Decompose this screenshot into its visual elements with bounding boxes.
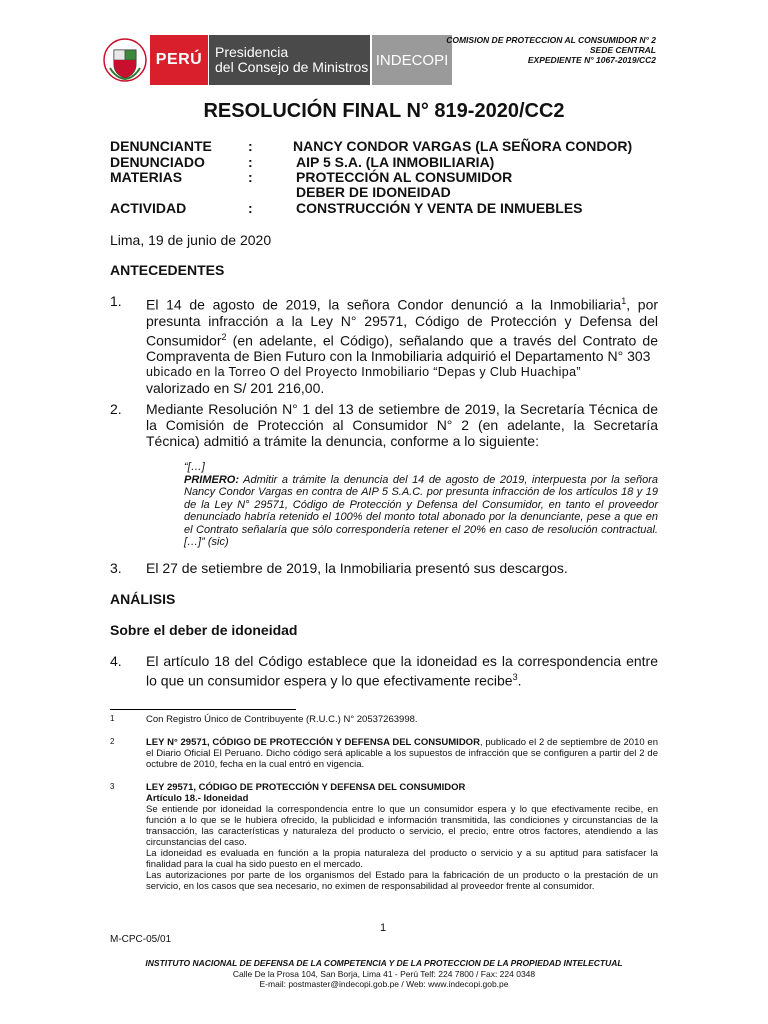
footnote-ref-2: 2 [221, 331, 227, 342]
paragraph-number: 3. [110, 560, 122, 576]
colon: : [248, 154, 253, 170]
footnote-3 [146, 782, 658, 892]
paragraph-4 [146, 653, 658, 689]
footnote-3-paragraph: La idoneidad es evaluada en función a la propia naturaleza del producto o servicio y a su aptitud para satisfacer la finalidad para la cual ha sido puesto en el mercado. [146, 848, 658, 870]
footnote-3-law: LEY 29571, CÓDIGO DE PROTECCIÓN Y DEFENSA DEL CONSUMIDOR [146, 782, 466, 793]
footer-address: Calle De la Prosa 104, San Borja, Lima 41 - Perú Telf: 224 7800 / Fax: 224 0348 [232, 968, 536, 979]
pcm-line2: del Consejo de Ministros [215, 59, 369, 75]
colon: : [248, 169, 253, 185]
footnote-1: Con Registro Único de Contribuyente (R.U.C.) N° 20537263998. [146, 714, 418, 725]
footer-institution: INSTITUTO NACIONAL DE DEFENSA DE LA COMPETENCIA Y DE LA PROTECCION DE LA PROPIEDAD INTELECTUAL [145, 958, 623, 968]
footnote-ref-3: 3 [512, 672, 518, 682]
footnote-2-law: LEY N° 29571, CÓDIGO DE PROTECCIÓN Y DEFENSA DEL CONSUMIDOR [146, 737, 480, 748]
colon: : [248, 200, 253, 216]
denunciado-label: DENUNCIADO [110, 154, 205, 170]
antecedentes-heading: ANTECEDENTES [110, 262, 225, 278]
pcm-line1: Presidencia [215, 44, 289, 60]
paragraph-number: 1. [110, 293, 122, 309]
footnote-divider [110, 709, 296, 710]
paragraph-number: 4. [110, 653, 122, 669]
case-header [446, 35, 656, 65]
footnote-3-paragraph: Las autorizaciones por parte de los organismos del Estado para la fabricación de un producto o la prestación de un servicio, en los casos que sea necesario, no eximen de responsabilidad al proveedor frente al consumidor. [146, 870, 658, 892]
quote-bold-label: PRIMERO: [184, 473, 239, 486]
paragraph-3: El 27 de setiembre de 2019, la Inmobiliaria presentó sus descargos. [146, 560, 568, 576]
denunciado-value: AIP 5 S.A. (LA INMOBILIARIA) [296, 154, 495, 170]
commission-name: COMISION DE PROTECCION AL CONSUMIDOR N° 2 [446, 35, 656, 45]
quote-text: Admitir a trámite la denuncia del 14 de agosto de 2019, interpuesta por la señora Nancy Condor Vargas en contra de AIP 5 S.A.C. por presunta infracción de los artículos 18 y 19 de la Ley N° 29571, Código de Protección y Defensa del Consumidor, en tanto el proveedor denunciado habría retenido el 100% del monto total abonado por la denunciante, pese a que en el Contrato señalaría que sólo correspondería retener el 20% en caso de resolución contractual. […]” (sic) [184, 473, 658, 548]
idoneidad-heading: Sobre el deber de idoneidad [110, 622, 298, 638]
form-code: M-CPC-05/01 [110, 934, 172, 945]
materias-value-2: DEBER DE IDONEIDAD [296, 184, 451, 200]
office-name: SEDE CENTRAL [589, 45, 656, 55]
case-number: EXPEDIENTE N° 1067-2019/CC2 [527, 55, 656, 65]
footnote-number: 2 [110, 737, 115, 746]
coat-of-arms-icon [100, 35, 150, 85]
quoted-resolution [184, 461, 658, 549]
footnote-ref-1: 1 [621, 296, 627, 306]
paragraph-1-value: valorizado en S/ 201 216,00. [146, 380, 325, 397]
page-footer [0, 958, 768, 990]
analisis-heading: ANÁLISIS [110, 591, 176, 607]
footnote-3-article: Artículo 18.- Idoneidad [146, 793, 249, 804]
footnote-number: 3 [110, 782, 115, 791]
paragraph-1 [146, 293, 658, 396]
footnote-number: 1 [110, 714, 115, 723]
footnote-2 [146, 737, 658, 770]
indecopi-label: INDECOPI [372, 35, 452, 85]
paragraph-1-text: (en adelante, el Código), señalando que a través del Contrato de Compraventa de Bien Futuro con la Inmobiliaria adquirió el Departamento N° 303 [146, 332, 658, 365]
actividad-label: ACTIVIDAD [110, 200, 187, 216]
paragraph-1-location: ubicado en la Torreo O del Proyecto Inmobiliario “Depas y Club Huachipa” [146, 365, 581, 380]
actividad-value: CONSTRUCCIÓN Y VENTA DE INMUEBLES [296, 200, 583, 216]
footnote-2-text: , publicado el 2 de septiembre de 2010 en el Diario Oficial El Peruano. Dicho código será aplicable a los supuestos de infracción que se configuren a partir del 2 de octubre de 2010, fecha en la cual entró en vigencia. [146, 737, 658, 770]
paragraph-2: Mediante Resolución N° 1 del 13 de setiembre de 2019, la Secretaría Técnica de la Comisión de Protección al Consumidor N° 2 (en adelante, la Secretaría Técnica) admitió a trámite la denuncia, conforme a lo siguiente: [146, 401, 658, 449]
peru-label: PERÚ [150, 35, 208, 85]
pcm-label [208, 35, 370, 85]
footer-contact: E-mail: postmaster@indecopi.gob.pe / Web: www.indecopi.gob.pe [259, 979, 509, 989]
paragraph-1-text: , por presunta infracción a la Ley N° 29571, Código de Protección y Defensa del Consumidor [146, 296, 659, 349]
denunciante-label: DENUNCIANTE [110, 138, 212, 154]
quote-open: “[…] [184, 461, 205, 473]
resolution-title: RESOLUCIÓN FINAL N° 819-2020/CC2 [203, 100, 565, 122]
date-line: Lima, 19 de junio de 2020 [110, 232, 272, 248]
paragraph-4-end: . [517, 672, 522, 689]
colon: : [248, 138, 253, 154]
page-number: 1 [380, 922, 387, 934]
materias-label: MATERIAS [110, 169, 183, 185]
footnote-3-paragraph: Se entiende por idoneidad la correspondencia entre lo que un consumidor espera y lo que efectivamente recibe, en función a lo que se le hubiera ofrecido, la publicidad e información transmitida, las condiciones y circunstancias de la transacción, las características y naturaleza del producto o servicio, el precio, entre otros factores, atendiendo a las circunstancias del caso. [146, 804, 658, 848]
government-logo [100, 35, 452, 85]
materias-value-1: PROTECCIÓN AL CONSUMIDOR [296, 169, 513, 185]
paragraph-4-text: El artículo 18 del Código establece que la idoneidad es la correspondencia entre lo que un consumidor espera y lo que efectivamente recibe [146, 653, 658, 689]
paragraph-1-text: El 14 de agosto de 2019, la señora Condor denunció a la Inmobiliaria [146, 296, 622, 313]
denunciante-value: NANCY CONDOR VARGAS (LA SEÑORA CONDOR) [293, 138, 633, 154]
paragraph-number: 2. [110, 401, 122, 417]
